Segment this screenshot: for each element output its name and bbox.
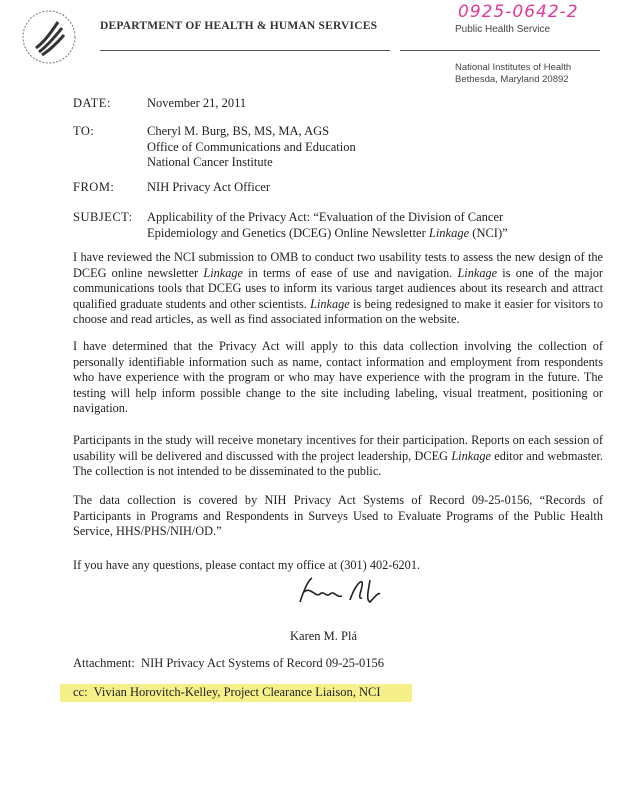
from-value: NIH Privacy Act Officer (147, 180, 270, 194)
paragraph-text: is one of the major communications tools that DCEG uses to inform its various target audiences about its research and attract qualified graduate students and other scientists. (73, 265, 604, 311)
signer-name: Karen M. Plá (290, 629, 357, 643)
subject-line (147, 226, 508, 242)
paragraph-text: Linkage (310, 296, 350, 311)
attachment-line: Attachment: NIH Privacy Act Systems of Record 09-25-0156 (73, 656, 385, 670)
paragraph-text: Linkage (203, 265, 243, 280)
subject-value (147, 210, 508, 241)
paragraph-text: in terms of ease of use and navigation. (242, 265, 458, 280)
from-label: FROM: (73, 180, 115, 194)
body-paragraph (73, 339, 603, 417)
agency-name: Public Health Service (455, 24, 551, 35)
hhs-seal-logo (20, 8, 78, 66)
subject-line: Applicability of the Privacy Act: “Evaluation of the Division of Cancer (147, 210, 504, 224)
body-paragraph (73, 493, 603, 540)
cc-line: cc: Vivian Horovitch-Kelley, Project Clearance Liaison, NCI (73, 685, 381, 699)
address-line: Bethesda, Maryland 20892 (455, 74, 569, 85)
paragraph-text: I have determined that the Privacy Act will apply to this data collection involving the collection of personally identifiable information such as name, contact information and employment from respondents who have experience with the program or who may have experience with the program in the future. The testing will help inform possible change to the site including labeling, visual treatment, positioning or navigation. (73, 339, 603, 416)
handwritten-number: 0925-0642-2 (458, 2, 579, 22)
subject-text: (NCI)” (469, 225, 508, 240)
to-line: Cheryl M. Burg, BS, MS, MA, AGS (147, 124, 330, 138)
to-line: National Cancer Institute (147, 155, 273, 169)
date-value: November 21, 2011 (147, 96, 247, 110)
letterhead-rule (400, 50, 600, 51)
address-line: National Institutes of Health (455, 62, 572, 73)
body-paragraph (73, 433, 603, 480)
paragraph-text: If you have any questions, please contact my office at (301) 402-6201. (73, 558, 421, 572)
paragraph-text: Linkage (451, 448, 491, 463)
subject-text: Epidemiology and Genetics (DCEG) Online Newsletter (147, 225, 429, 240)
subject-label: SUBJECT: (73, 210, 133, 224)
department-name: DEPARTMENT OF HEALTH & HUMAN SERVICES (100, 20, 378, 32)
paragraph-text: Linkage (457, 265, 498, 280)
paragraph-text: is being redesigned to make it easier for visitors to choose and read articles, as well as find associated information on the website. (73, 296, 603, 327)
body-paragraph (73, 250, 603, 328)
paragraph-text: The data collection is covered by NIH Privacy Act Systems of Record 09-25-0156, “Records of Participants in Programs and Respondents in Surveys Used to Evaluate Programs of the Public Health Service, HHS/PHS/NIH/OD.” (73, 493, 603, 539)
paragraph-text: editor and webmaster. The collection is not intended to be disseminated to the public. (73, 448, 603, 479)
to-value (147, 124, 356, 171)
letterhead-rule (100, 50, 390, 51)
paragraph-text: Participants in the study will receive monetary incentives for their participation. Reports on each session of usability will be delivered and discussed with the project leadership, DCEG (73, 433, 603, 463)
paragraph-text: I have reviewed the NCI submission to OMB to conduct two usability tests to assess the new design of the DCEG online newsletter (73, 250, 603, 280)
nih-address (455, 62, 571, 86)
date-label: DATE: (73, 96, 111, 110)
to-label: TO: (73, 124, 95, 138)
signature (290, 572, 410, 612)
subject-text: Linkage (428, 225, 470, 240)
to-line: Office of Communications and Education (147, 139, 356, 154)
